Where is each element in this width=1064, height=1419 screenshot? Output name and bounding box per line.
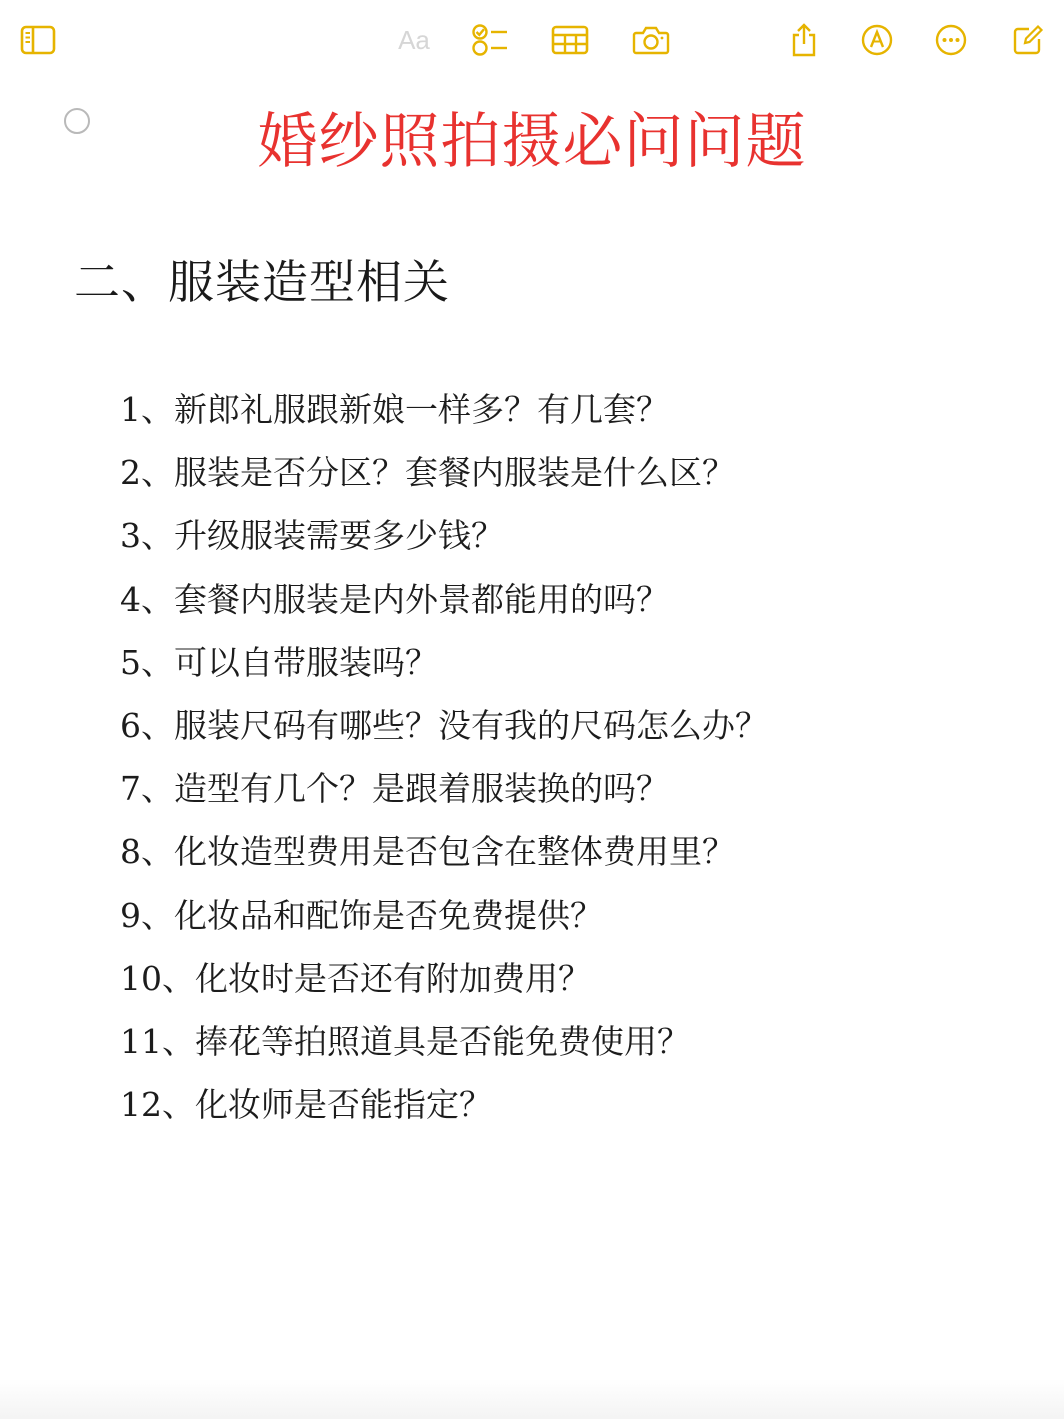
list-item: 10、化妆时是否还有附加费用？ — [120, 958, 591, 998]
list-item: 5、可以自带服装吗？ — [120, 642, 438, 682]
list-item: 8、化妆造型费用是否包含在整体费用里？ — [120, 832, 735, 872]
list-item: 1、新郎礼服跟新娘一样多？有几套？ — [120, 390, 669, 429]
list-item: 6、服装尺码有哪些？没有我的尺码怎么办？ — [120, 705, 768, 745]
camera-icon[interactable] — [631, 20, 671, 60]
compose-icon[interactable] — [1008, 20, 1048, 60]
table-icon[interactable] — [550, 20, 590, 60]
checklist-icon[interactable] — [470, 20, 510, 60]
list-item: 2、服装是否分区？套餐内服装是什么区？ — [120, 453, 735, 493]
note-title: 婚纱照拍摄必问问题 — [257, 107, 807, 177]
list-item: 4、套餐内服装是内外景都能用的吗？ — [120, 579, 669, 619]
toolbar — [0, 0, 1064, 80]
share-icon[interactable] — [784, 20, 824, 60]
question-list — [120, 384, 768, 1142]
markup-icon[interactable] — [857, 20, 897, 60]
list-item: 9、化妆品和配饰是否免费提供？ — [120, 895, 603, 935]
list-item: 12、化妆师是否能指定？ — [120, 1085, 492, 1125]
bottom-shadow — [0, 1379, 1064, 1419]
more-icon[interactable] — [931, 20, 971, 60]
list-item: 7、造型有几个？是跟着服装换的吗？ — [120, 769, 669, 809]
sidebar-icon[interactable] — [18, 20, 58, 60]
list-item: 11、捧花等拍照道具是否能免费使用？ — [120, 1021, 690, 1061]
format-button[interactable]: Aa — [398, 24, 430, 55]
section-heading: 二、服装造型相关 — [74, 255, 450, 309]
list-item: 3、升级服装需要多少钱？ — [120, 516, 504, 556]
